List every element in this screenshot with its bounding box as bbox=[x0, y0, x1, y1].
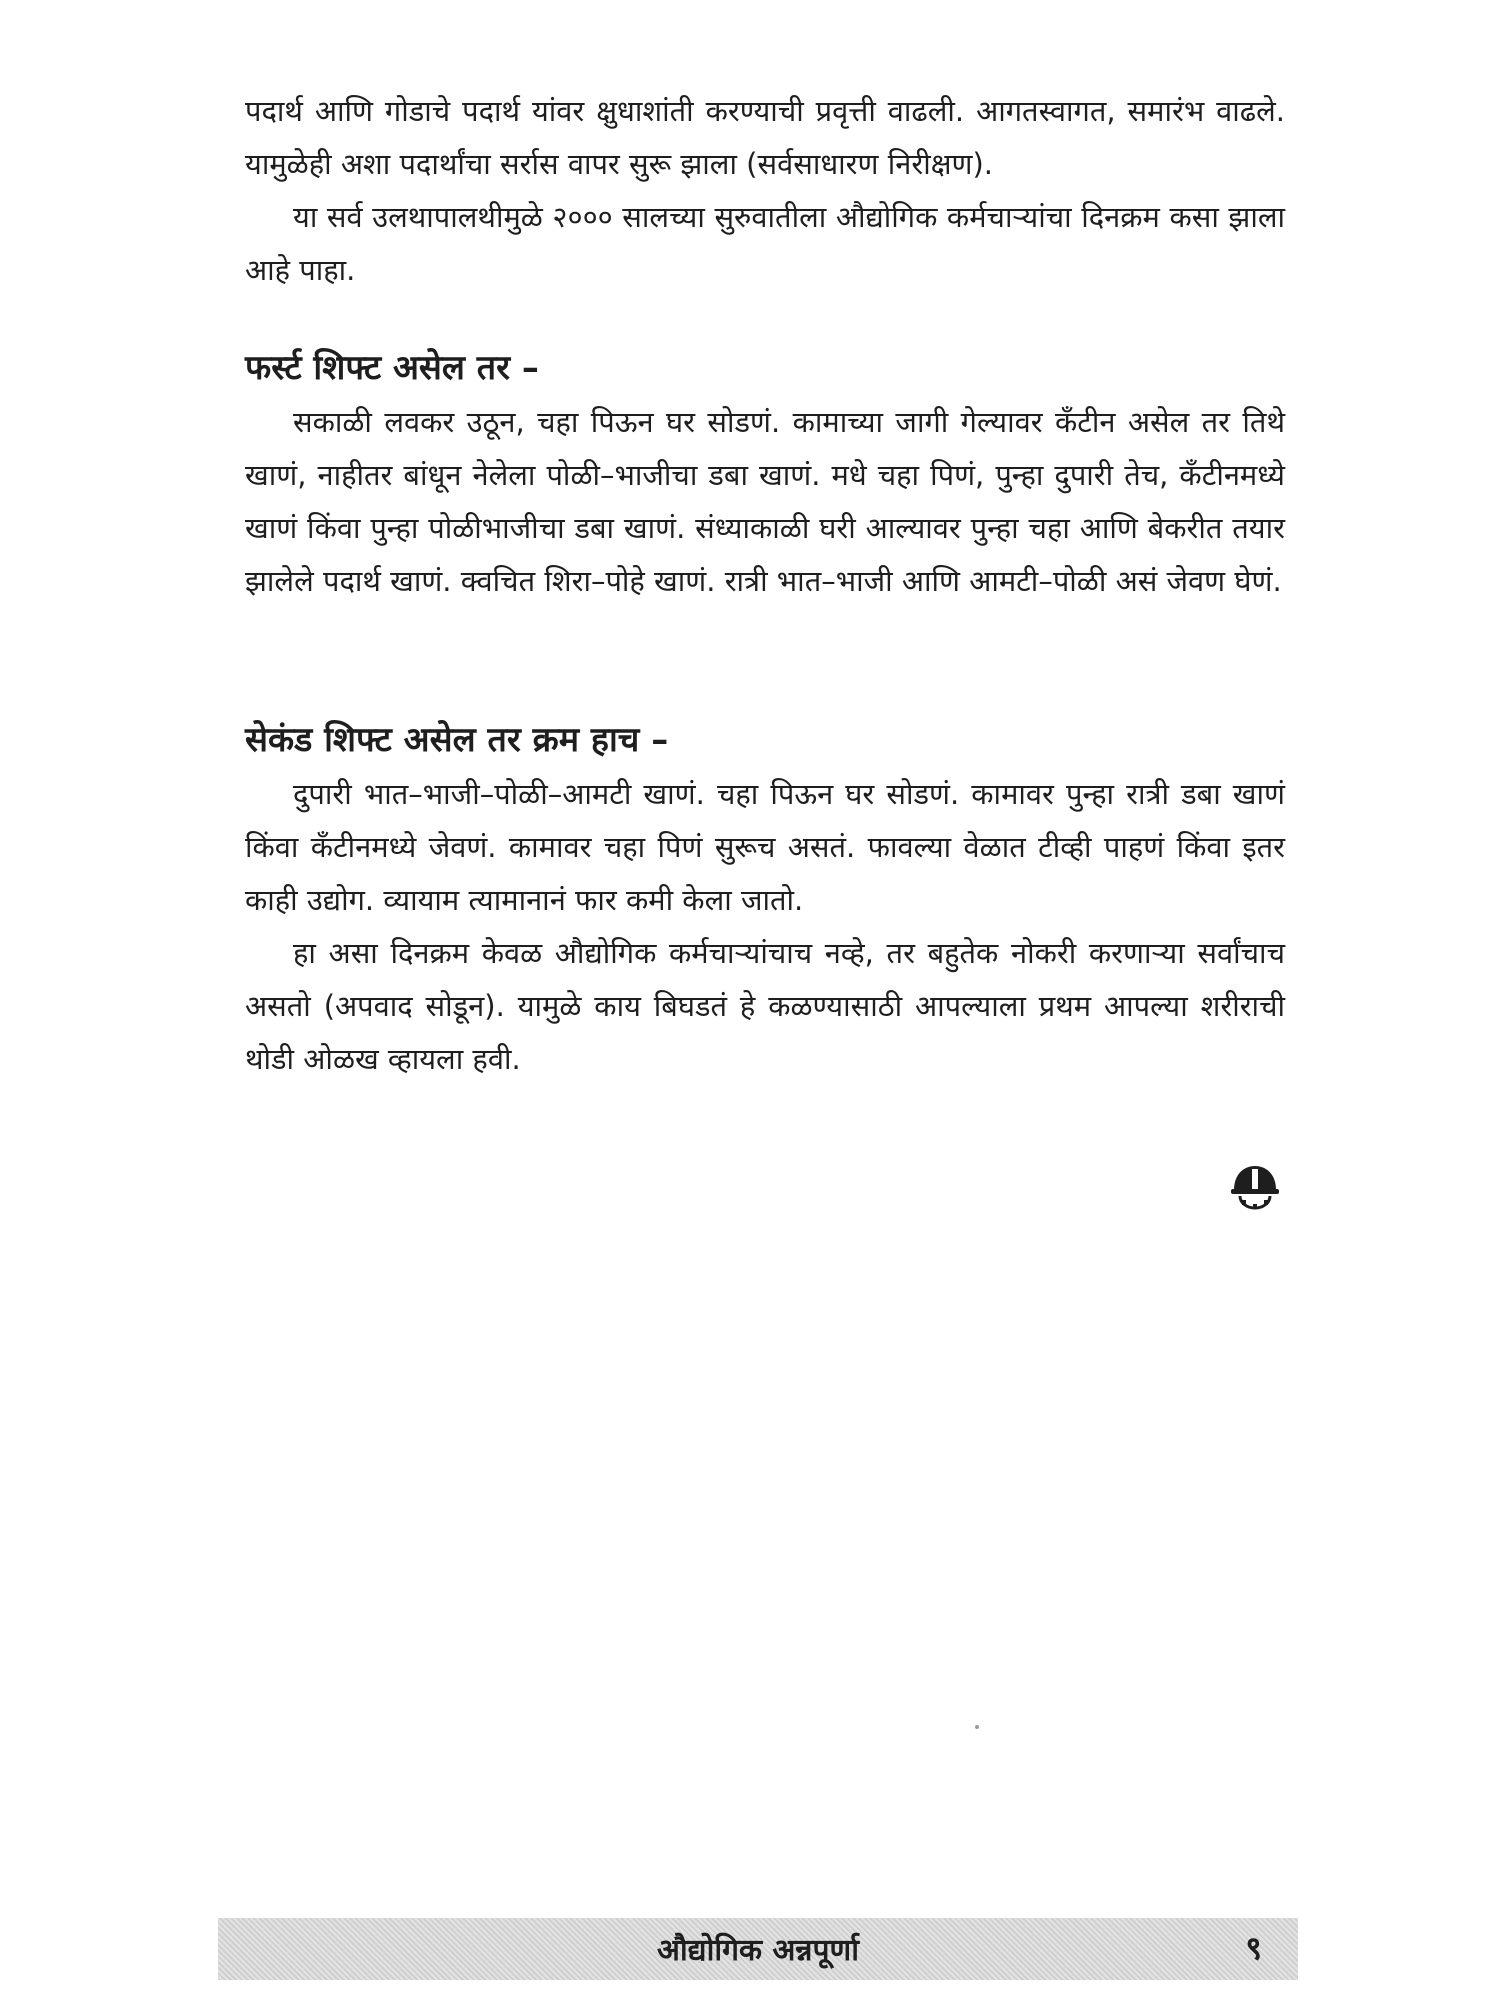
first-shift-paragraph: सकाळी लवकर उठून, चहा पिऊन घर सोडणं. कामाच्या जागी गेल्यावर कँटीन असेल तर तिथे खाणं, नाहीतर बांधून नेलेला पोळी–भाजीचा डबा खाणं. मधे चहा पिणं, पुन्हा दुपारी तेच, कँटीनमध्ये खाणं किंवा पुन्हा पोळीभाजीचा डबा खाणं. संध्याकाळी घरी आल्यावर पुन्हा चहा आणि बेकरीत तयार झालेले पदार्थ खाणं. क्वचित शिरा–पोहे खाणं. रात्री भात–भाजी आणि आमटी–पोळी असं जेवण घेणं. bbox=[245, 405, 1285, 598]
second-shift-paragraph: दुपारी भात–भाजी–पोळी–आमटी खाणं. चहा पिऊन घर सोडणं. कामावर पुन्हा रात्री डबा खाणं किंवा कँटीनमध्ये जेवणं. कामावर चहा पिणं सुरूच असतं. फावल्या वेळात टीव्ही पाहणं किंवा इतर काही उद्योग. व्यायाम त्यामानानं फार कमी केला जातो. bbox=[245, 777, 1285, 917]
closing-paragraph: हा असा दिनक्रम केवळ औद्योगिक कर्मचाऱ्यांचाच नव्हे, तर बहुतेक नोकरी करणाऱ्या सर्वांचाच असतो (अपवाद सोडून). यामुळे काय बिघडतं हे कळण्यासाठी आपल्याला प्रथम आपल्या शरीराची थोडी ओळख व्हायला हवी. bbox=[245, 936, 1285, 1076]
first-shift-heading: फर्स्ट शिफ्ट असेल तर – bbox=[245, 348, 539, 388]
second-shift-section bbox=[245, 712, 1285, 1086]
intro-section bbox=[245, 85, 1285, 297]
page-footer bbox=[218, 1918, 1298, 1980]
intro-paragraph-2: या सर्व उलथापालथीमुळे २००० सालच्या सुरुवातीला औद्योगिक कर्मचाऱ्यांचा दिनक्रम कसा झाला आहे पाहा. bbox=[245, 200, 1285, 287]
first-shift-section bbox=[245, 340, 1285, 608]
footer-book-title: औद्योगिक अन्नपूर्णा bbox=[656, 1933, 860, 1968]
page-number: ९ bbox=[1245, 1929, 1262, 1967]
intro-paragraph-1: पदार्थ आणि गोडाचे पदार्थ यांवर क्षुधाशांती करण्याची प्रवृत्ती वाढली. आगतस्वागत, समारंभ वाढले. यामुळेही अशा पदार्थांचा सर्रास वापर सुरू झाला (सर्वसाधारण निरीक्षण). bbox=[245, 94, 1285, 181]
hard-hat-gear-icon bbox=[1228, 1160, 1282, 1210]
scan-speck bbox=[975, 1725, 979, 1729]
second-shift-heading: सेकंड शिफ्ट असेल तर क्रम हाच – bbox=[245, 720, 669, 760]
